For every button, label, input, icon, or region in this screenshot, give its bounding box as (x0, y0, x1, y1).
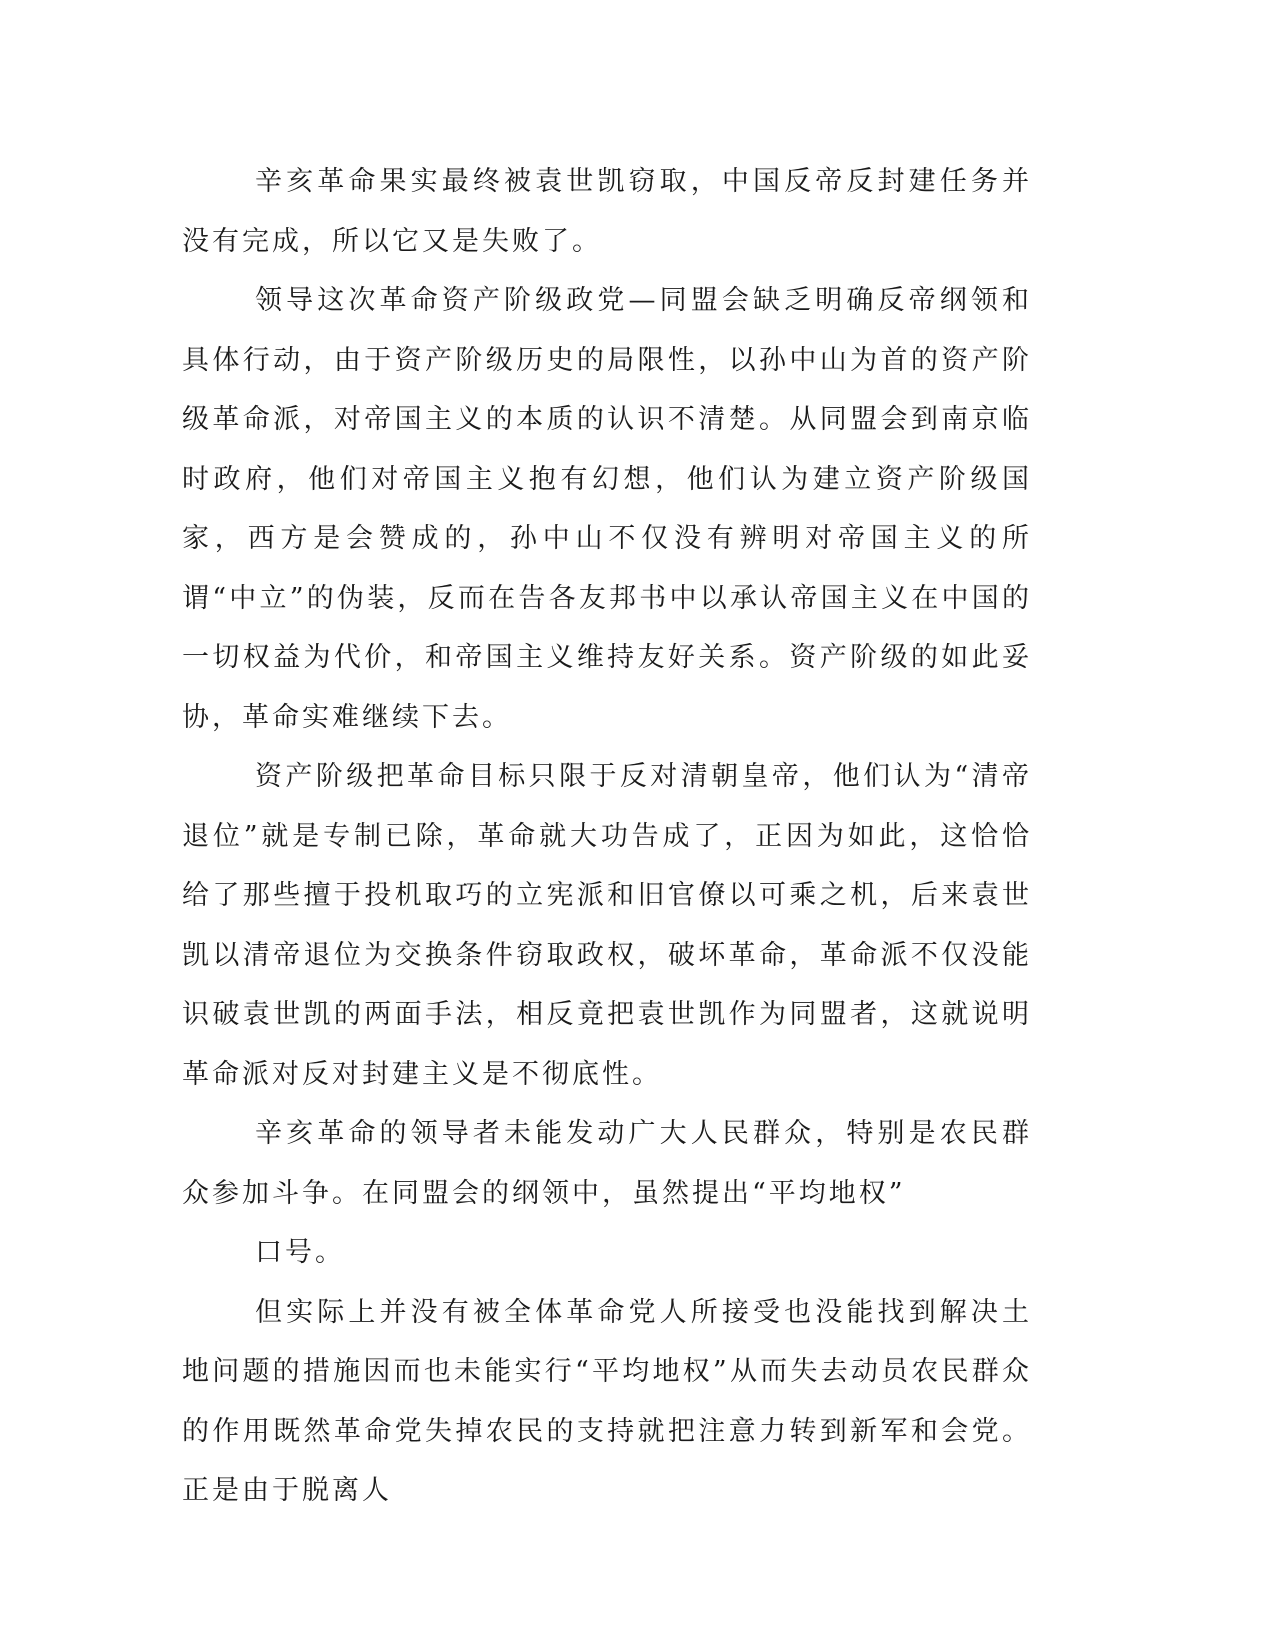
paragraph-revolution-failure: 辛亥革命果实最终被袁世凯窃取，中国反帝反封建任务并没有完成，所以它又是失败了。 (182, 166, 1032, 257)
paragraph-land-policy: 但实际上并没有被全体革命党人所接受也没能找到解决土地问题的措施因而也未能实行“平均地权”从而失去动员农民群众的作用既然革命党失掉农民的支持就把注意力转到新军和会党。正是由于脱离人 (182, 1296, 1032, 1506)
paragraph-anti-feudal-target: 资产阶级把革命目标只限于反对清朝皇帝，他们认为“清帝退位”就是专制已除，革命就大功告成了，正因为如此，这恰恰给了那些擅于投机取巧的立宪派和旧官僚以可乘之机，后来袁世凯以清帝退位为交换条件窃取政权，破坏革命，革命派不仅没能识破袁世凯的两面手法，相反竟把袁世凯作为同盟者，这就说明革命派对反对封建主义是不彻底性。 (182, 761, 1032, 1090)
paragraph-tongmenghui-limits: 领导这次革命资产阶级政党—同盟会缺乏明确反帝纲领和具体行动，由于资产阶级历史的局限性，以孙中山为首的资产阶级革命派，对帝国主义的本质的认识不清楚。从同盟会到南京临时政府，他们对帝国主义抱有幻想，他们认为建立资产阶级国家，西方是会赞成的，孙中山不仅没有辨明对帝国主义的所谓“中立”的伪装，反而在告各友邦书中以承认帝国主义在中国的一切权益为代价，和帝国主义维持友好关系。资产阶级的如此妥协，革命实难继续下去。 (182, 285, 1032, 733)
document-body (182, 152, 1032, 1521)
paragraph-slogan-fragment: 口号。 (255, 1237, 345, 1268)
paragraph-masses-mobilization: 辛亥革命的领导者未能发动广大人民群众，特别是农民群众参加斗争。在同盟会的纲领中，虽然提出“平均地权” (182, 1118, 1032, 1209)
